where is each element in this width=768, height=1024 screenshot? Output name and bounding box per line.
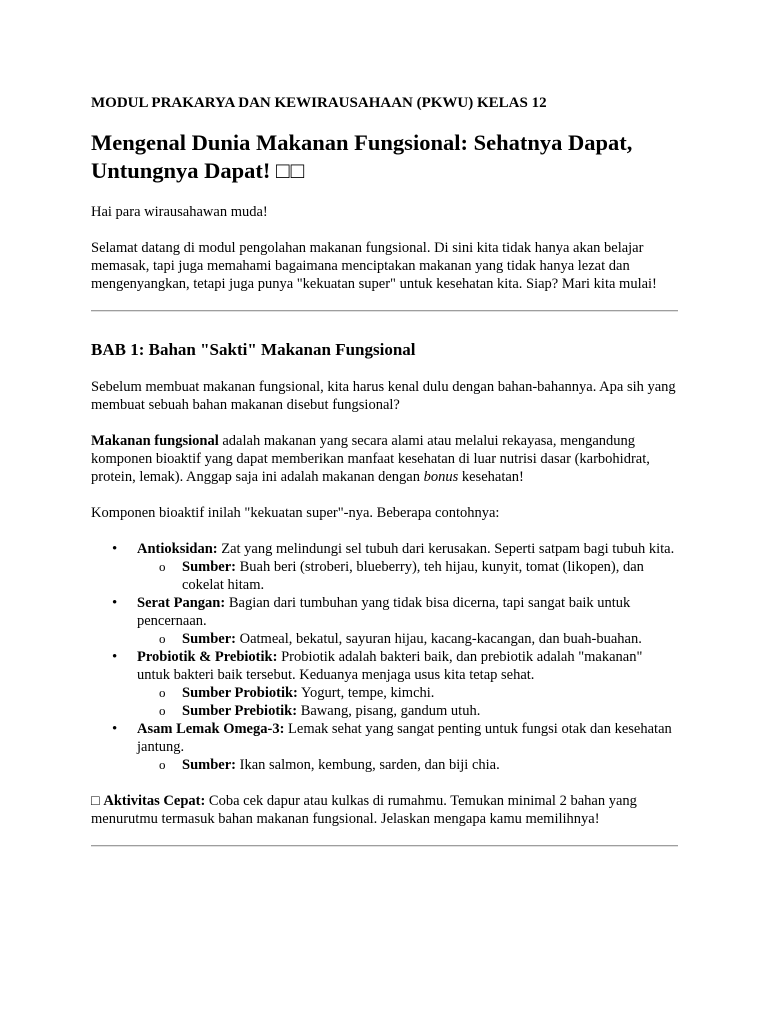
missing-emoji-icon: □ xyxy=(91,793,100,809)
module-title: MODUL PRAKARYA DAN KEWIRAUSAHAAN (PKWU) KELAS 12 xyxy=(91,95,547,111)
sub-item-text: Ikan salmon, kembung, sarden, dan biji chia. xyxy=(235,757,500,773)
list-item-label: Probiotik & Prebiotik: xyxy=(137,649,278,665)
sub-list xyxy=(137,558,678,594)
components-intro: Komponen bioaktif inilah "kekuatan super"-nya. Beberapa contohnya: xyxy=(91,505,500,521)
list-item-probiotik xyxy=(137,648,678,720)
page-title xyxy=(91,129,678,185)
activity-label: Aktivitas Cepat: xyxy=(103,793,206,809)
section-divider xyxy=(91,310,678,312)
definition-text: adalah makanan yang secara alami atau melalui rekayasa, mengandung komponen bioaktif yang dapat memberikan manfaat kesehatan di luar nutrisi dasar (karbohidrat, protein, lemak). Anggap saja ini adalah makanan dengan xyxy=(91,433,650,485)
definition-term: Makanan fungsional xyxy=(91,433,219,449)
list-item-antioksidan xyxy=(137,540,678,594)
sub-item-label: Sumber Prebiotik: xyxy=(182,703,298,719)
sub-list-item xyxy=(182,702,678,720)
activity-paragraph xyxy=(91,792,678,828)
bab1-intro-paragraph: Sebelum membuat makanan fungsional, kita harus kenal dulu dengan bahan-bahannya. Apa sih yang membuat sebuah bahan makanan disebut fungsional? xyxy=(91,379,676,413)
activity-text: Coba cek dapur atau kulkas di rumahmu. Temukan minimal 2 bahan yang menurutmu termasuk bahan makanan fungsional. Jelaskan mengapa kamu memilihnya! xyxy=(91,793,637,827)
bab1-heading: BAB 1: Bahan "Sakti" Makanan Fungsional xyxy=(91,340,416,359)
list-item-text: Zat yang melindungi sel tubuh dari kerusakan. Seperti satpam bagi tubuh kita. xyxy=(217,541,675,557)
sub-list-item xyxy=(182,684,678,702)
sub-list-item xyxy=(182,558,678,594)
welcome-paragraph: Selamat datang di modul pengolahan makanan fungsional. Di sini kita tidak hanya akan belajar memasak, tapi juga memahami bagaimana menciptakan makanan yang tidak hanya lezat dan mengenyangkan, tetapi juga punya "kekuatan super" untuk kesehatan kita. Siap? Mari kita mulai! xyxy=(91,240,657,292)
sub-item-label: Sumber Probiotik: xyxy=(182,685,298,701)
list-item-omega3 xyxy=(137,720,678,774)
list-item-label: Serat Pangan: xyxy=(137,595,226,611)
sub-item-text: Buah beri (stroberi, blueberry), teh hijau, kunyit, tomat (likopen), dan cokelat hitam. xyxy=(182,559,644,593)
page-title-line2: Untungnya Dapat! xyxy=(91,158,271,183)
list-item-text: Lemak sehat yang sangat penting untuk fungsi otak dan kesehatan jantung. xyxy=(137,721,672,755)
sub-list-item xyxy=(182,630,678,648)
sub-item-text: Oatmeal, bekatul, sayuran hijau, kacang-kacangan, dan buah-buahan. xyxy=(235,631,642,647)
definition-paragraph xyxy=(91,432,678,486)
sub-item-label: Sumber: xyxy=(182,631,236,647)
list-item-text: Bagian dari tumbuhan yang tidak bisa dicerna, tapi sangat baik untuk pencernaan. xyxy=(137,595,631,629)
definition-text-end: kesehatan! xyxy=(458,469,524,485)
missing-emoji-icon: □□ xyxy=(276,158,306,183)
sub-list xyxy=(137,684,678,720)
component-list xyxy=(91,540,678,774)
sub-list-item xyxy=(182,756,678,774)
sub-item-label: Sumber: xyxy=(182,559,236,575)
list-item-text: Probiotik adalah bakteri baik, dan prebiotik adalah "makanan" untuk bakteri baik tersebut. Keduanya menjaga usus kita tetap sehat. xyxy=(137,649,643,683)
list-item-label: Asam Lemak Omega-3: xyxy=(137,721,285,737)
list-item-label: Antioksidan: xyxy=(137,541,218,557)
sub-list xyxy=(137,756,678,774)
definition-italic: bonus xyxy=(423,469,459,485)
sub-list xyxy=(137,630,678,648)
sub-item-label: Sumber: xyxy=(182,757,236,773)
greeting-text: Hai para wirausahawan muda! xyxy=(91,204,268,220)
sub-item-text: Bawang, pisang, gandum utuh. xyxy=(297,703,481,719)
page-title-line1: Mengenal Dunia Makanan Fungsional: Sehatnya Dapat, xyxy=(91,130,633,155)
list-item-serat-pangan xyxy=(137,594,678,648)
section-divider xyxy=(91,845,678,847)
sub-item-text: Yogurt, tempe, kimchi. xyxy=(297,685,435,701)
